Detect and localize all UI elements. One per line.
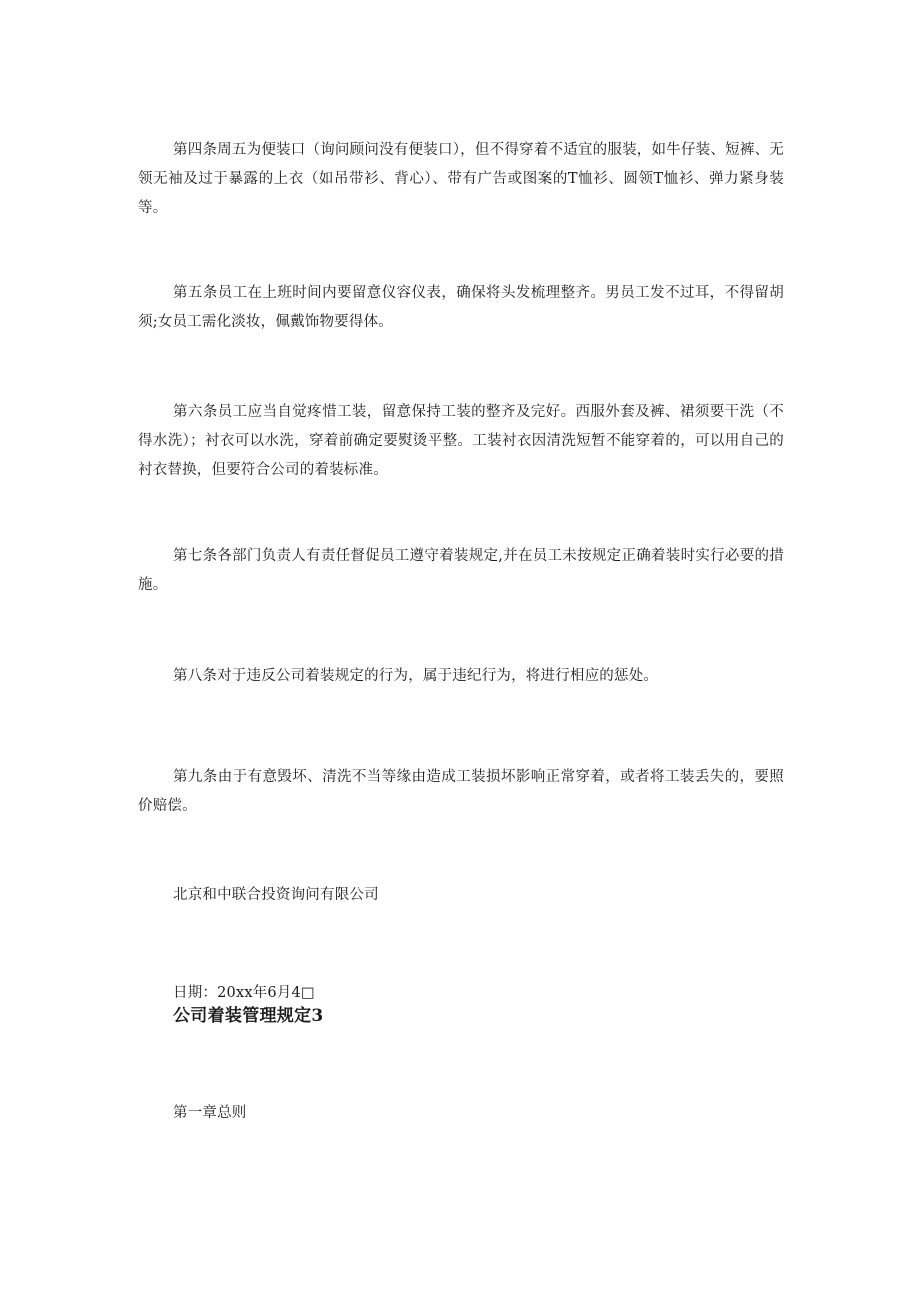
chapter-heading: 第一章总则 [173, 1105, 247, 1121]
article-6-paragraph: 第六条员工应当自觉疼惜工装，留意保持工装的整齐及完好。西服外套及裤、裙须要干洗（不得水洗）；衬衣可以水洗，穿着前确定要熨烫平整。工装衬衣因清洗短暂不能穿着的，可以用自己的衬衣替换，但要符合公司的着装标准。 [138, 404, 784, 478]
article-7-paragraph: 第七条各部门负责人有责任督促员工遵守着装规定,并在员工未按规定正确着装时实行必要的措施。 [138, 548, 784, 593]
article-4-paragraph: 第四条周五为便装口（询问顾问没有便装口），但不得穿着不适宜的服装，如牛仔装、短裤、无领无袖及过于暴露的上衣（如吊带衫、背心）、带有广告或图案的T恤衫、圆领T恤衫、弹力紧身装等。 [138, 142, 784, 216]
article-8-paragraph: 第八条对于违反公司着装规定的行为，属于违纪行为，将进行相应的惩处。 [173, 668, 659, 684]
company-name: 北京和中联合投资询问有限公司 [173, 887, 379, 903]
document-date: 日期：20xx年6月4□ [173, 985, 315, 1001]
section-title: 公司着装管理规定3 [173, 1006, 324, 1026]
article-9-paragraph: 第九条由于有意毁坏、清洗不当等缘由造成工装损坏影响正常穿着，或者将工装丢失的，要照价赔偿。 [138, 769, 784, 814]
article-5-paragraph: 第五条员工在上班时间内要留意仪容仪表，确保将头发梳理整齐。男员工发不过耳，不得留胡须;女员工需化淡妆，佩戴饰物要得体。 [138, 285, 784, 330]
